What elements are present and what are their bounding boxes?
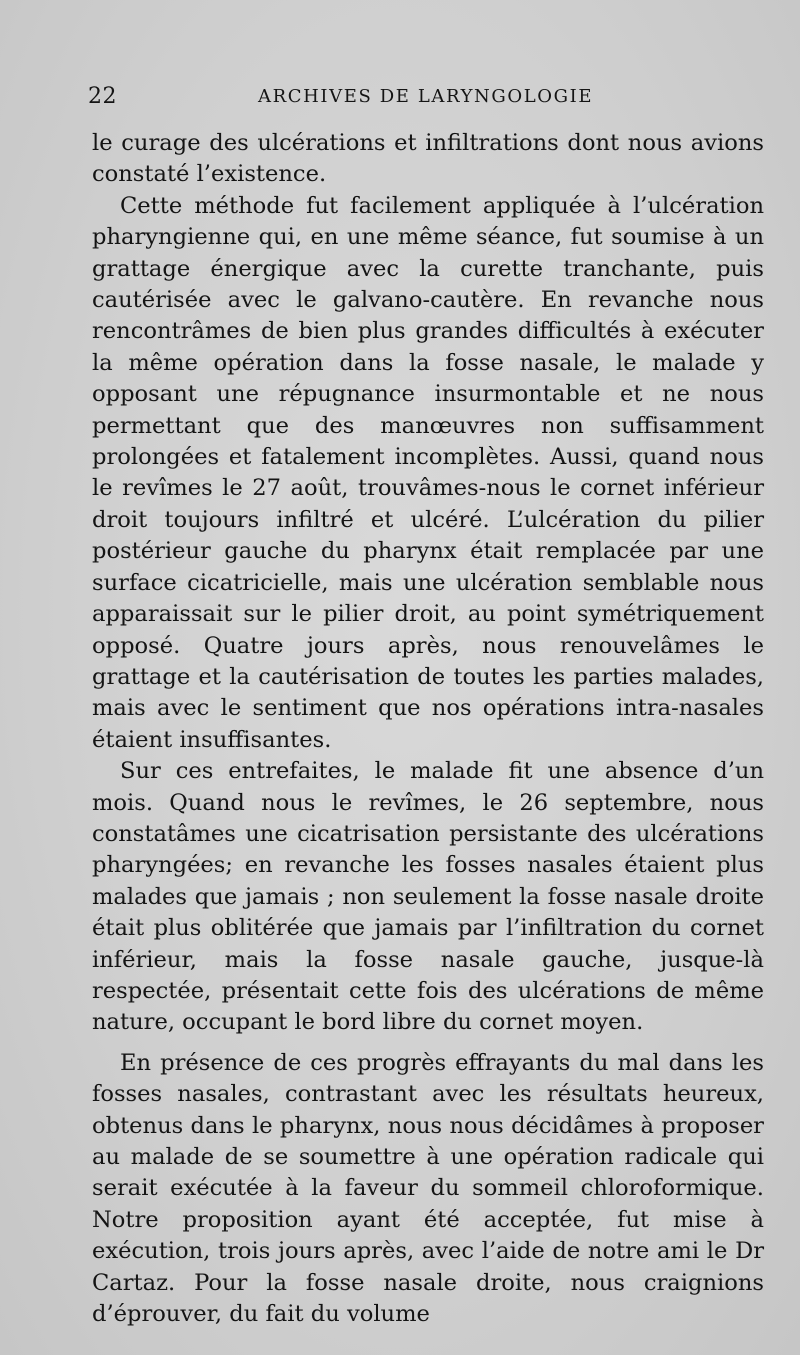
paragraph-3: Sur ces entrefaites, le malade fit une absence d’un mois. Quand nous le revîmes, le 26 septembre, nous constatâmes une cicatrisation persistante des ulcérations pharyngées; en revanche les fosses nasales étaient plus malades que jamais ; non seulement la fosse nasale droite était plus oblitérée que jamais par l’infiltration du cornet inférieur, mais la fosse nasale gauche, jusque-là respectée, présentait cette fois des ulcérations de même nature, occupant le bord libre du cornet moyen. — [92, 758, 764, 1036]
paragraph-1: le curage des ulcérations et infiltrations dont nous avions constaté l’existence. — [92, 130, 764, 188]
page-number: 22 — [88, 84, 117, 109]
paragraph-4: En présence de ces progrès effrayants du mal dans les fosses nasales, contrastant avec les résultats heureux, obtenus dans le pharynx, nous nous décidâmes à proposer au malade de se soumettre à une opération radicale qui serait exécutée à la faveur du sommeil chloroformique. Notre proposition ayant été acceptée, fut mise à exécution, trois jours après, avec l’aide de notre ami le Dr Cartaz. Pour la fosse nasale droite, nous craignions d’éprouver, du fait du volume — [92, 1049, 764, 1328]
paragraph-2: Cette méthode fut facilement appliquée à l’ulcération pharyngienne qui, en une même séance, fut soumise à un grattage énergique avec la curette tranchante, puis cautérisée avec le galvano-cautère. En revanche nous rencontrâmes de bien plus grandes difficultés à exécuter la même opération dans la fosse nasale, le malade y opposant une répugnance insurmontable et ne nous permettant que des manœuvres non suffisamment prolongées et fatalement incomplètes. Aussi, quand nous le revîmes le 27 août, trouvâmes-nous le cornet inférieur droit toujours infiltré et ulcéré. L’ulcération du pilier postérieur gauche du pharynx était remplacée par une surface cicatricielle, mais une ulcération semblable nous apparaissait sur le pilier droit, au point symétriquement opposé. Quatre jours après, nous renouvelâmes le grattage et la cautérisation de toutes les parties malades, mais avec le sentiment que nos opérations intra-nasales étaient insuffisantes. — [92, 192, 764, 753]
body-text — [92, 128, 764, 1330]
running-title: ARCHIVES DE LARYNGOLOGIE — [258, 86, 594, 107]
page-header — [88, 84, 608, 116]
